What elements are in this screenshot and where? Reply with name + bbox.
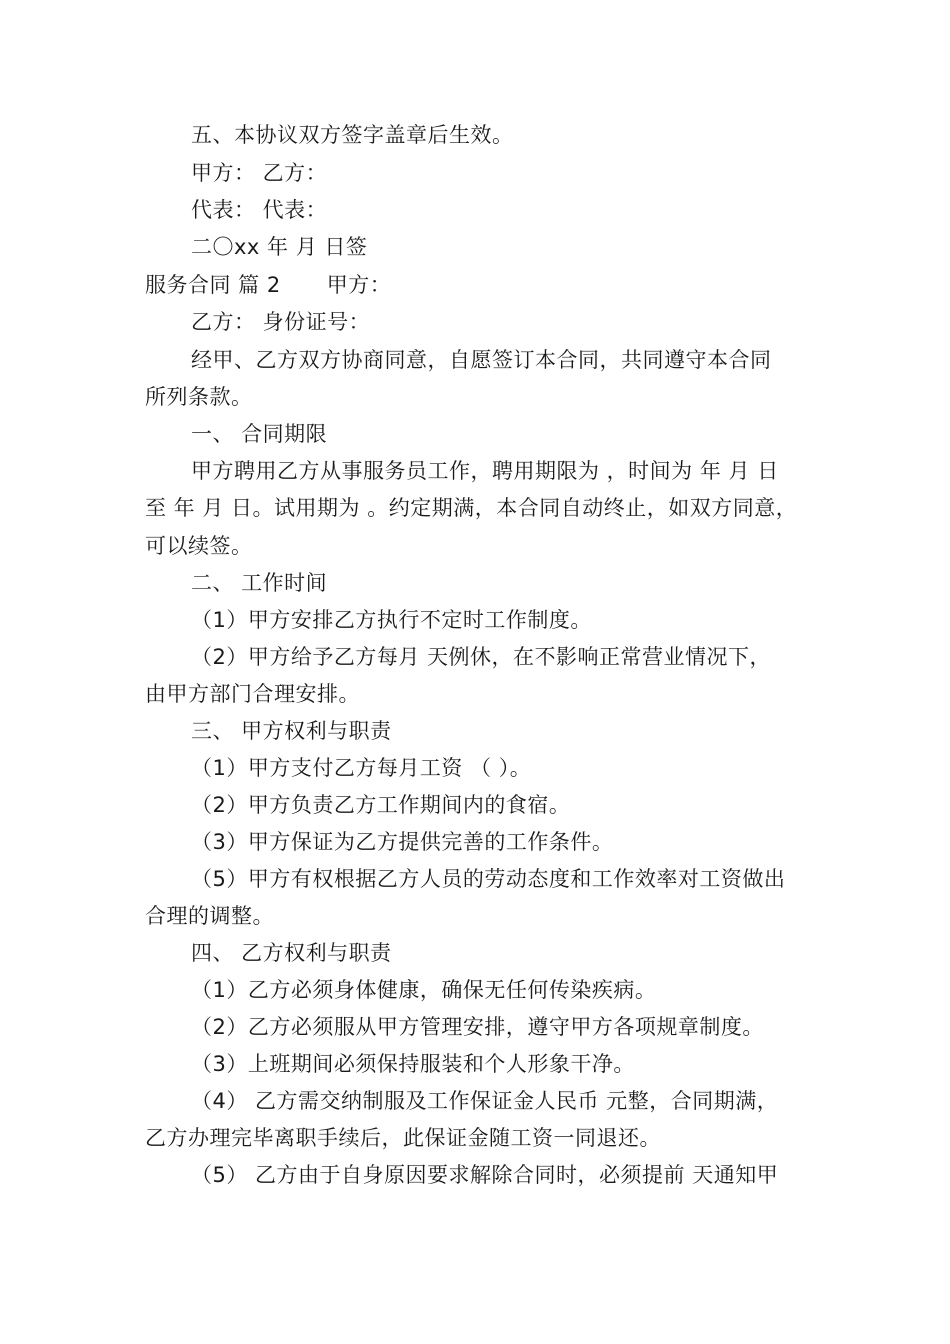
contract-heading-row xyxy=(145,271,825,299)
signature-date: 二〇xx 年 月 日签 xyxy=(191,235,368,259)
clause-5-effective: 五、本协议双方签字盖章后生效。 xyxy=(191,123,514,147)
party-b-item-4-cont: 乙方办理完毕离职手续后，此保证金随工资一同退还。 xyxy=(145,1126,661,1150)
party-b-label: 乙方： 身份证号： xyxy=(191,310,371,334)
party-a-item-5-cont: 合理的调整。 xyxy=(145,904,274,928)
section-title: 服务合同 篇 2 xyxy=(145,273,281,297)
party-b-item-1: （1）乙方必须身体健康，确保无任何传染疾病。 xyxy=(191,978,657,1002)
preamble-line-1: 经甲、乙方双方协商同意，自愿签订本合同，共同遵守本合同 xyxy=(191,348,772,372)
party-b-item-4: （4） 乙方需交纳制服及工作保证金人民币 元整，合同期满， xyxy=(191,1089,779,1113)
term-line-2: 至 年 月 日。试用期为 。约定期满，本合同自动终止，如双方同意， xyxy=(145,496,798,520)
heading-party-b-rights: 四、 乙方权利与职责 xyxy=(191,941,392,965)
signature-parties: 甲方： 乙方： xyxy=(191,161,328,185)
party-a-item-2: （2）甲方负责乙方工作期间内的食宿。 xyxy=(191,793,571,817)
party-a-item-1: （1）甲方支付乙方每月工资 （ ）。 xyxy=(191,756,532,780)
work-hours-item-2: （2）甲方给予乙方每月 天例休，在不影响正常营业情况下， xyxy=(191,645,772,669)
party-a-item-5: （5）甲方有权根据乙方人员的劳动态度和工作效率对工资做出 xyxy=(191,867,786,891)
preamble-line-2: 所列条款。 xyxy=(145,385,253,409)
work-hours-item-2-cont: 由甲方部门合理安排。 xyxy=(145,682,360,706)
heading-term: 一、 合同期限 xyxy=(191,422,328,446)
signature-representatives: 代表： 代表： xyxy=(191,198,328,222)
party-b-item-2: （2）乙方必须服从甲方管理安排，遵守甲方各项规章制度。 xyxy=(191,1015,764,1039)
party-a-item-3: （3）甲方保证为乙方提供完善的工作条件。 xyxy=(191,830,614,854)
party-a-label: 甲方： xyxy=(326,273,392,297)
term-line-1: 甲方聘用乙方从事服务员工作，聘用期限为 ，时间为 年 月 日 xyxy=(191,459,779,483)
heading-work-hours: 二、 工作时间 xyxy=(191,571,328,595)
party-b-item-5: （5） 乙方由于自身原因要求解除合同时，必须提前 天通知甲 xyxy=(191,1163,779,1187)
party-b-item-3: （3）上班期间必须保持服装和个人形象干净。 xyxy=(191,1052,635,1076)
heading-party-a-rights: 三、 甲方权利与职责 xyxy=(191,719,392,743)
work-hours-item-1: （1）甲方安排乙方执行不定时工作制度。 xyxy=(191,608,592,632)
term-line-3: 可以续签。 xyxy=(145,534,253,558)
